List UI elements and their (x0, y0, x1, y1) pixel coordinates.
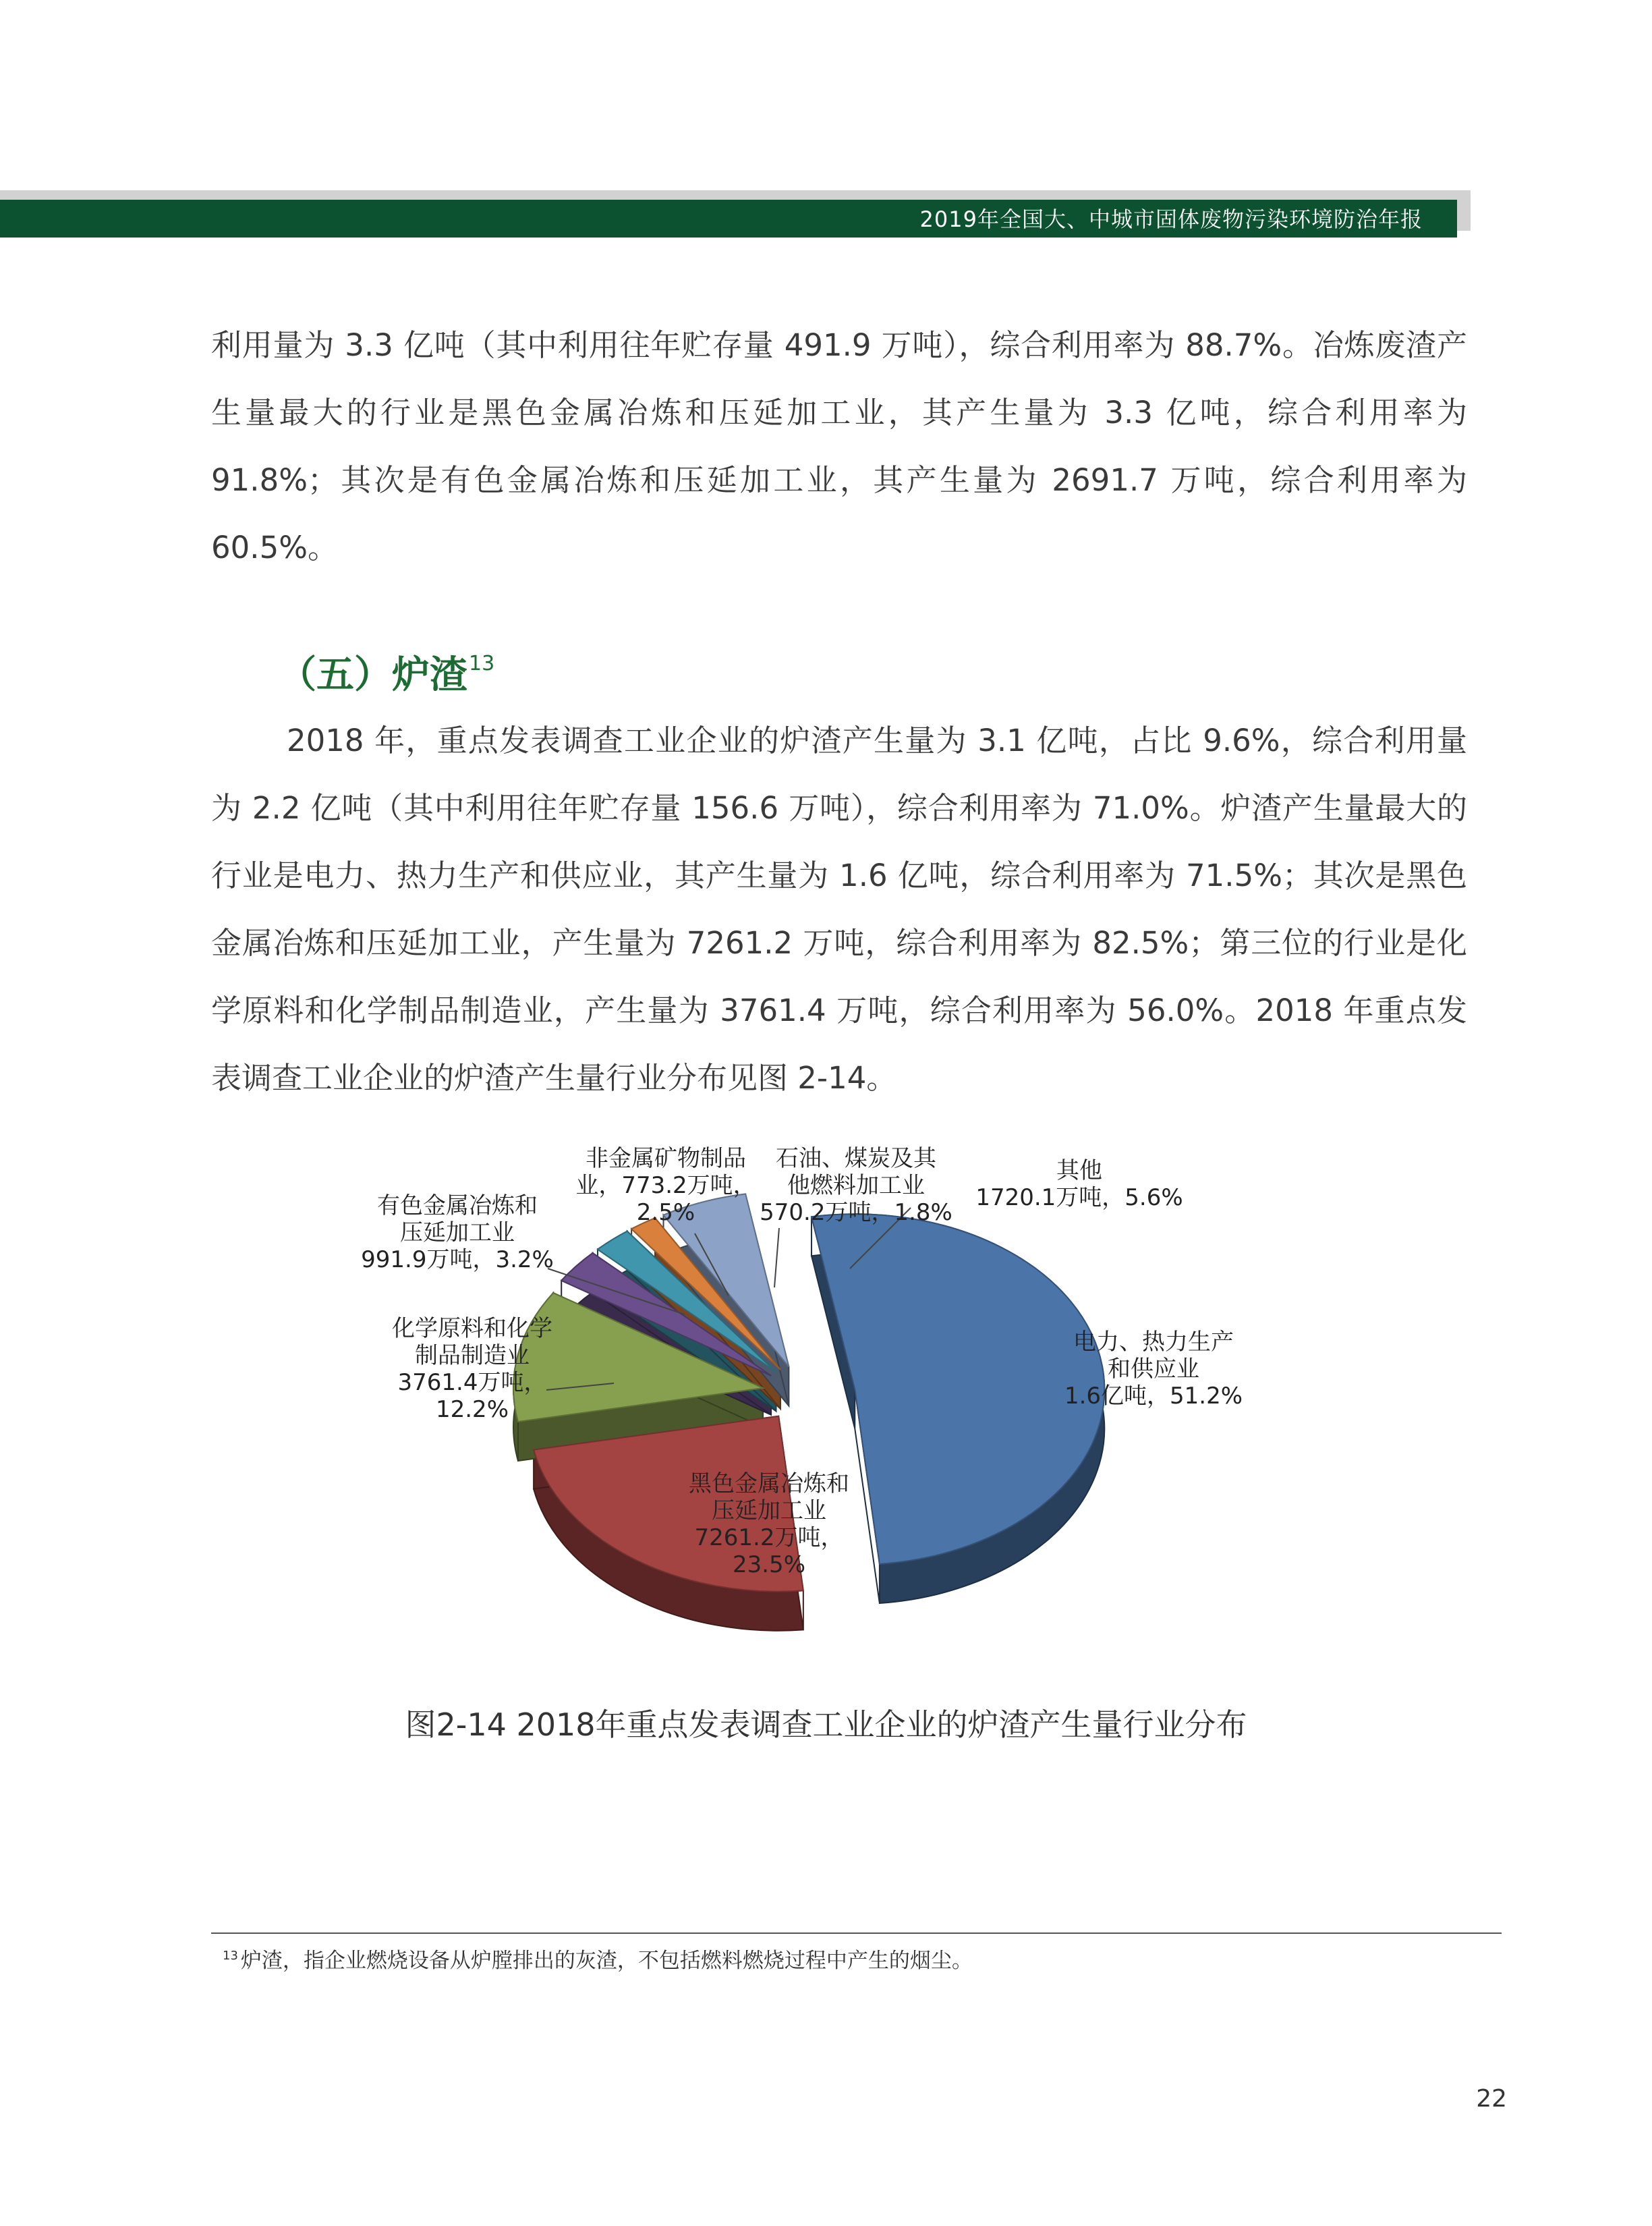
footnote-ref: 13 (469, 652, 495, 675)
pie-chart (337, 1134, 1295, 1660)
body-paragraph-2: 2018 年，重点发表调查工业企业的炉渣产生量为 3.1 亿吨，占比 9.6%，综合利用量为 2.2 亿吨（其中利用往年贮存量 156.6 万吨），综合利用率为 71.0%。炉渣产生量最大的行业是电力、热力生产和供应业，其产生量为 1.6 亿吨，综合利用率为 71.5%；其次是黑色金属冶炼和压延加工业，产生量为 7261.2 万吨，综合利用率为 82.5%；第三位的行业是化学原料和化学制品制造业，产生量为 3761.4 万吨，综合利用率为 56.0%。2018 年重点发表调查工业企业的炉渣产生量行业分布见图 2-14。 (211, 723, 1467, 1096)
slice-data-label: 压延加工业 (712, 1497, 826, 1524)
slice-data-label: 化学原料和化学 (392, 1315, 552, 1342)
slice-data-label: 570.2万吨，1.8% (760, 1199, 952, 1226)
slice-data-label: 1720.1万吨，5.6% (975, 1184, 1183, 1211)
page-number: 22 (1476, 2085, 1507, 2113)
slice-labels (361, 1145, 1243, 1578)
slice-data-label: 23.5% (732, 1551, 806, 1578)
figure-caption: 图2-14 2018年重点发表调查工业企业的炉渣产生量行业分布 (405, 1706, 1247, 1743)
slice-data-label: 12.2% (435, 1396, 509, 1423)
footnote-divider (211, 1932, 1502, 1934)
slice-data-label: 压延加工业 (400, 1219, 515, 1246)
slice-data-label: 3761.4万吨， (397, 1369, 547, 1396)
section-heading (279, 637, 495, 697)
slice-data-label: 1.6亿吨，51.2% (1064, 1383, 1243, 1410)
slice-data-label: 他燃料加工业 (787, 1172, 925, 1199)
footnote (223, 1943, 973, 1974)
slice-data-label: 7261.2万吨， (694, 1524, 844, 1551)
slice-data-label: 2.5% (636, 1199, 695, 1226)
header-title: 2019年全国大、中城市固体废物污染环境防治年报 (919, 206, 1423, 232)
slice-data-label: 991.9万吨，3.2% (361, 1246, 554, 1273)
footnote-number: 13 (223, 1949, 238, 1963)
footnote-text: 炉渣，指企业燃烧设备从炉膛排出的灰渣，不包括燃料燃烧过程中产生的烟尘。 (240, 1949, 973, 1973)
slice-data-label: 和供应业 (1108, 1356, 1199, 1383)
slice-data-label: 制品制造业 (415, 1342, 530, 1369)
leader-line (774, 1228, 779, 1287)
section-title: （五）炉渣 (279, 653, 467, 697)
slice-data-label: 其他 (1056, 1157, 1102, 1184)
slice-data-label: 电力、热力生产 (1073, 1329, 1234, 1356)
body-paragraph-1: 利用量为 3.3 亿吨（其中利用往年贮存量 491.9 万吨），综合利用率为 88.7%。冶炼废渣产生量最大的行业是黑色金属冶炼和压延加工业，其产生量为 3.3 亿吨，综合利用率为 91.8%；其次是有色金属冶炼和压延加工业，其产生量为 2691.7 万吨，综合利用率为 60.5%。 (211, 327, 1467, 565)
slice-data-label: 石油、煤炭及其 (776, 1145, 936, 1172)
slice-data-label: 业，773.2万吨， (575, 1172, 756, 1199)
slice-data-label: 有色金属冶炼和 (377, 1192, 538, 1219)
slice-data-label: 黑色金属冶炼和 (689, 1470, 849, 1497)
slice-data-label: 非金属矿物制品 (586, 1145, 746, 1172)
